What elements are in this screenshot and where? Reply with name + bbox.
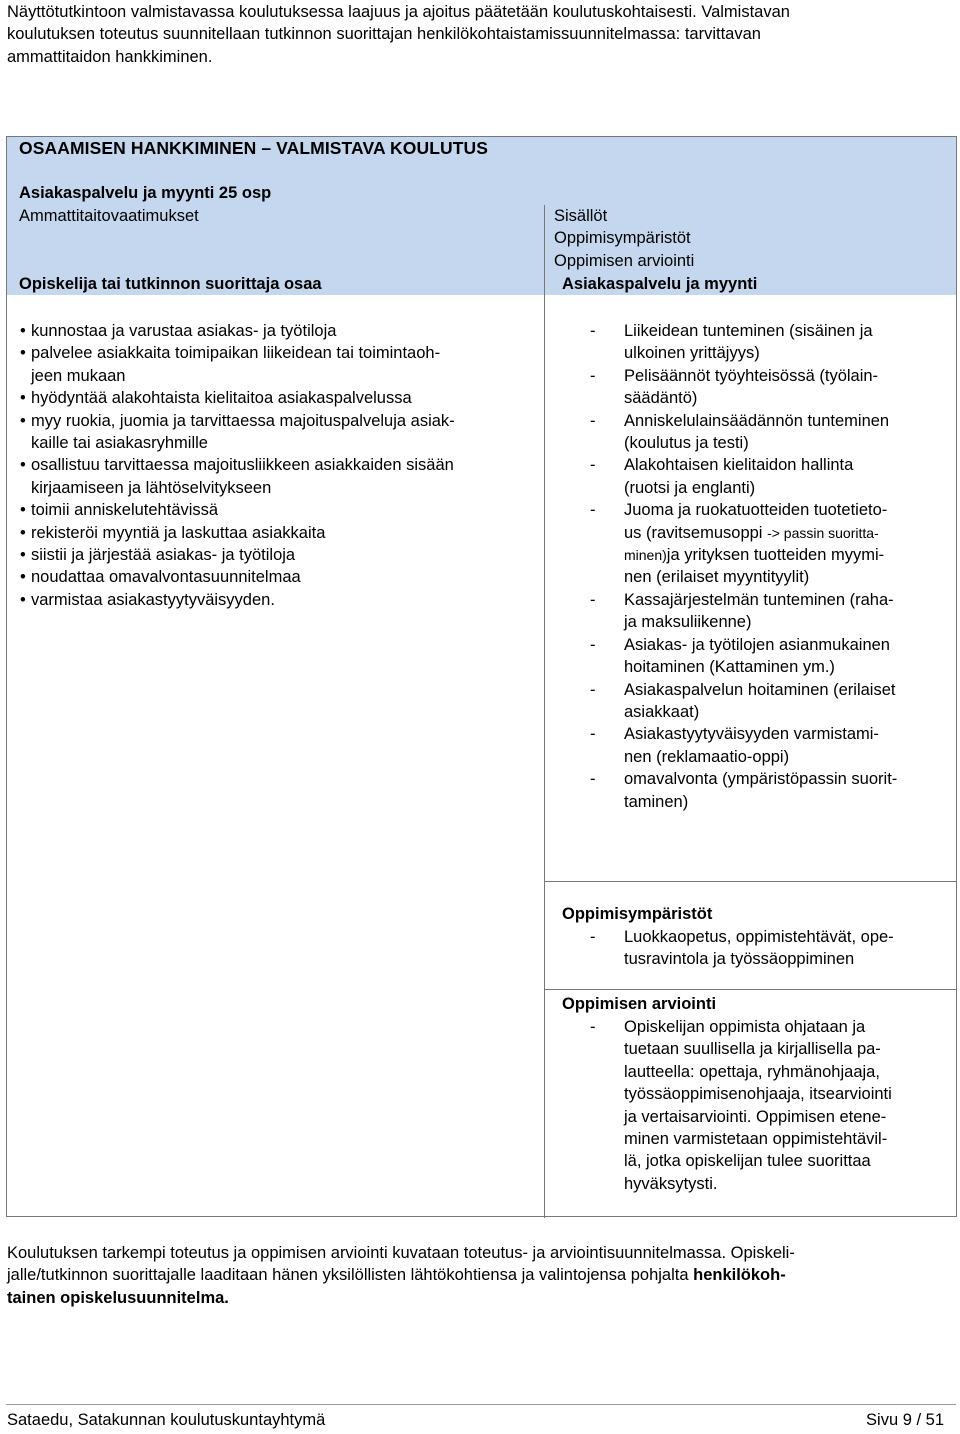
header-environments: Oppimisympäristöt — [554, 229, 691, 248]
requirements-list — [19, 320, 539, 611]
list-item: - Pelisäännöt työyhteisössä (työlain- säädäntö) — [590, 366, 879, 408]
list-item: - Asiakas- ja työtilojen asianmukainen hoitaminen (Kattaminen ym.) — [590, 635, 890, 677]
list-item: • palvelee asiakkaita toimipaikan liikeidean tai toimintaoh- jeen mukaan — [20, 344, 441, 385]
table-header — [7, 137, 956, 205]
list-item: - Asiakaspalvelun hoitaminen (erilaiset asiakkaat) — [590, 680, 896, 721]
list-item: - omavalvonta (ympäristöpassin suorit- taminen) — [590, 770, 898, 811]
header-assessment: Oppimisen arviointi — [554, 251, 695, 270]
competence-table — [6, 136, 957, 1217]
list-item: • varmistaa asiakastyytyväisyyden. — [20, 590, 275, 609]
list-item: • osallistuu tarvittaessa majoitusliikkeen asiakkaiden sisään kirjaamiseen ja lähtöselvitykseen — [20, 456, 454, 497]
list-item: - Anniskelulainsäädännön tunteminen (koulutus ja testi) — [590, 411, 890, 453]
list-item: • siistii ja järjestää asiakas- ja työtiloja — [20, 546, 296, 565]
divider-assessment — [544, 989, 956, 990]
list-item: - Juoma ja ruokatuotteiden tuotetieto- us (ravitsemusoppi -> passin suoritta- minen)ja yrityksen tuotteiden myymi- nen (erilaiset myyntityylit) — [590, 501, 888, 587]
list-item: - Opiskelijan oppimista ohjataan ja tuetaan suullisella ja kirjallisella pa- lautteella: opettaja, ryhmänohjaaja, työssäoppimisenohjaaja, itsearviointi ja vertaisarviointi. Oppimisen etene- minen varmistetaan oppimistehtävil- lä, jotka opiskelijan tulee suorittaa hyväksytysti. — [590, 1018, 892, 1193]
contents-list — [590, 320, 935, 813]
environments-title: Oppimisympäristöt — [562, 905, 713, 923]
footer-organization: Sataedu, Satakunnan koulutuskuntayhtymä — [7, 1411, 326, 1429]
list-item: - Liikeidean tunteminen (sisäinen ja ulkoinen yrittäjyys) — [590, 322, 873, 363]
column-divider — [544, 205, 545, 1218]
right-column-header — [554, 205, 694, 272]
intro-paragraph — [7, 1, 952, 68]
footer-rule — [6, 1404, 956, 1405]
intro-line-1: Näyttötutkintoon valmistavassa koulutuksessa laajuus ja ajoitus päätetään koulutuskohtaisesti. Valmistavan — [7, 3, 790, 21]
divider-environments — [544, 881, 956, 882]
assessment-list — [590, 1016, 935, 1195]
assessment-title: Oppimisen arviointi — [562, 995, 717, 1013]
list-item: • noudattaa omavalvontasuunnitelmaa — [20, 568, 301, 587]
list-item: • kunnostaa ja varustaa asiakas- ja työtiloja — [20, 322, 337, 340]
list-item: • rekisteröi myyntiä ja laskuttaa asiakkaita — [20, 523, 326, 542]
intro-line-2: koulutuksen toteutus suunnitellaan tutkinnon suorittajan henkilökohtaistamissuunnitelmassa: tarvittavan — [7, 25, 761, 44]
page-number: Sivu 9 / 51 — [866, 1411, 944, 1429]
list-item: - Luokkaopetus, oppimistehtävät, ope- tusravintola ja työssäoppiminen — [590, 928, 894, 969]
list-item: • myy ruokia, juomia ja tarvittaessa majoituspalveluja asiak- kaille tai asiakasryhmille — [20, 411, 455, 453]
left-column-subheader: Opiskelija tai tutkinnon suorittaja osaa — [19, 275, 322, 293]
list-item: • hyödyntää alakohtaista kielitaitoa asiakaspalvelussa — [20, 389, 412, 408]
left-column-header: Ammattitaitovaatimukset — [19, 207, 199, 225]
list-item: - Kassajärjestelmän tunteminen (raha- ja maksuliikenne) — [590, 590, 894, 632]
module-title: Asiakaspalvelu ja myynti 25 osp — [19, 184, 272, 202]
list-item: - Alakohtaisen kielitaidon hallinta (ruotsi ja englanti) — [590, 456, 854, 497]
header-contents: Sisällöt — [554, 207, 608, 225]
outro-paragraph: Koulutuksen tarkempi toteutus ja oppimisen arviointi kuvataan toteutus- ja arviointisuunnitelmassa. Opiskeli- jalle/tutkinnon suorittajalle laaditaan hänen yksilöllisten lähtökohtiensa ja valintojensa pohjalta henkilökoh- tainen opiskelusuunnitelma. — [7, 1244, 795, 1307]
list-item: • toimii anniskelutehtävissä — [20, 501, 219, 520]
environments-list — [590, 926, 935, 971]
intro-line-3: ammattitaidon hankkiminen. — [7, 47, 213, 66]
right-column-subheader: Asiakaspalvelu ja myynti — [562, 275, 758, 293]
table-title: OSAAMISEN HANKKIMINEN – VALMISTAVA KOULUTUS — [19, 138, 489, 158]
list-item: - Asiakastyytyväisyyden varmistami- nen (reklamaatio-oppi) — [590, 725, 879, 766]
